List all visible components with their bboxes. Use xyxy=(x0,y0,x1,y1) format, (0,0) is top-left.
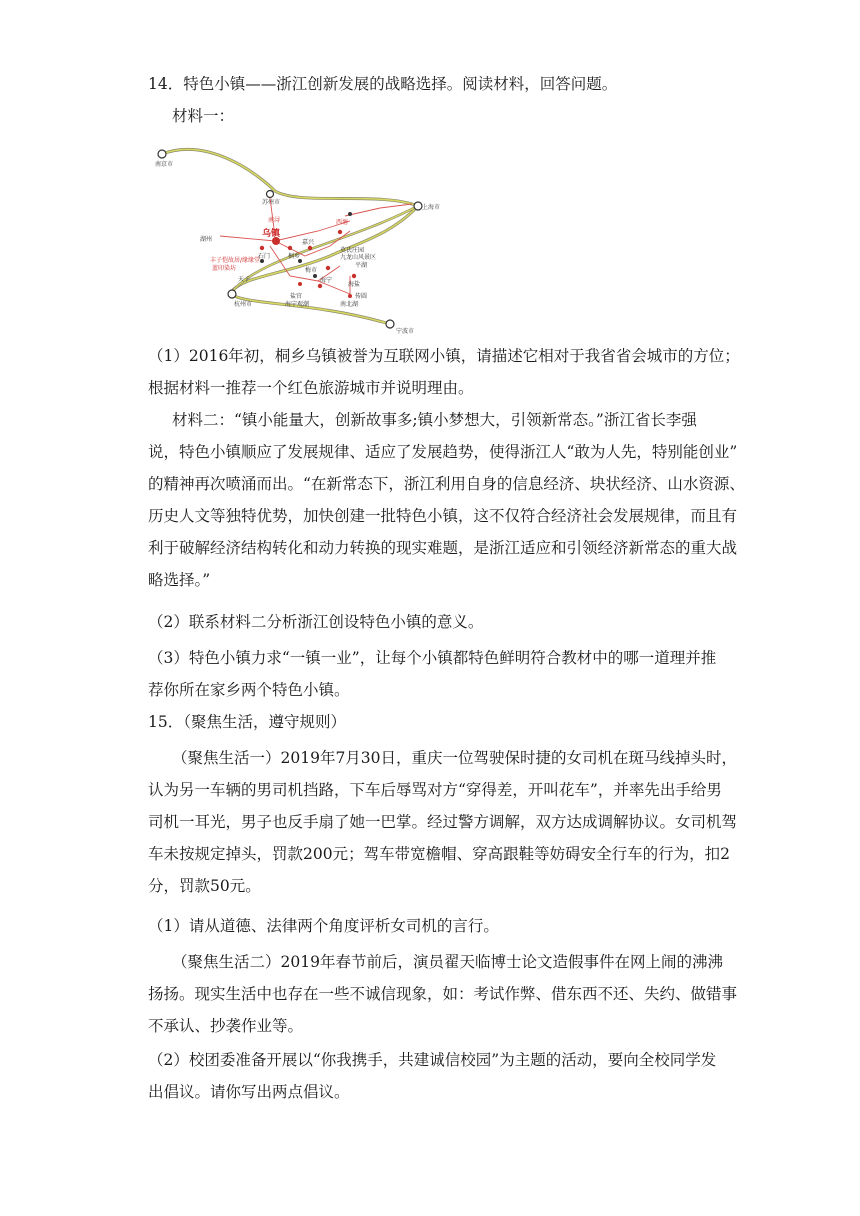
map-label-wuzhen: 乌镇 xyxy=(262,229,281,239)
map-label-nanjing: 南京市 xyxy=(155,161,174,168)
map-label-haining-tide: 海宁观潮 xyxy=(285,301,310,308)
q14-p3-line2: 荐你所在家乡两个特色小镇。 xyxy=(148,681,350,699)
map-label-ningbo: 宁波市 xyxy=(396,328,415,335)
map-label-huzhou: 湖州 xyxy=(200,236,213,243)
map-label-xitang: 西塘 xyxy=(336,219,349,226)
material2-line5: 利于破解经济结构转化和动力转换的现实难题，是浙江适应和引领经济新常态的重大战 xyxy=(148,539,738,557)
map-label-moshi: 莫氏庄园 xyxy=(340,247,365,254)
map-label-pinghu: 平湖 xyxy=(355,262,368,269)
q15-p1: （1）请从道德、法律两个角度评析女司机的言行。 xyxy=(148,917,499,935)
map-label-lanyin: 蓝印染坊 xyxy=(212,265,237,272)
life1-line1: （聚焦生活一）2019年7月30日，重庆一位驾驶保时捷的女司机在斑马线掉头时， xyxy=(172,749,738,767)
material2-line2: 说，特色小镇顺应了发展规律、适应了发展趋势，使得浙江人“敢为人先，特别能创业” xyxy=(148,443,738,461)
map-label-tianzi: 天子 xyxy=(238,276,251,283)
q14-p1-line2: 根据材料一推荐一个红色旅游城市并说明理由。 xyxy=(148,379,474,397)
q15-title: 15．（聚焦生活，遵守规则） xyxy=(148,713,346,731)
life1-line5: 分，罚款50元。 xyxy=(148,877,261,895)
map-label-nanxun: 南浔 xyxy=(268,217,281,224)
map-label-haiyan: 海盐 xyxy=(348,281,361,288)
material2-line1: 材料二：“镇小能量大，创新故事多;镇小梦想大，引领新常态。”浙江省长李强 xyxy=(172,411,697,429)
material2-line3: 的精神再次喷涌而出。“在新常态下，浙江利用自身的信息经济、块状经济、山水资源、 xyxy=(148,475,745,493)
map-label-jiulongshan: 九龙山风景区 xyxy=(340,254,377,261)
material1-label: 材料一： xyxy=(172,107,235,125)
map-label-meishi: 梅市 xyxy=(305,267,318,274)
zhejiang-tour-map xyxy=(150,136,450,336)
map-label-nanbeihu: 南北湖 xyxy=(340,301,359,308)
map-label-jiaxing: 嘉兴 xyxy=(302,239,315,246)
q14-p2: （2）联系材料二分析浙江创设特色小镇的意义。 xyxy=(148,613,484,631)
life2-line2: 扬扬。现实生活中也存在一些不诚信现象，如：考试作弊、借东西不还、失约、做错事 xyxy=(148,985,738,1003)
map-label-shimen: 石门 xyxy=(258,253,271,260)
map-label-tongxiang: 桐乡 xyxy=(288,253,301,260)
life1-line3: 司机一耳光，男子也反手扇了她一巴掌。经过警方调解，双方达成调解协议。女司机驾 xyxy=(148,813,738,831)
map-label-shanghai: 上海市 xyxy=(422,204,441,211)
map-label-chuanyuan: 传圆 xyxy=(355,293,368,300)
q15-p2-line1: （2）校团委准备开展以“你我携手，共建诚信校园”为主题的活动，要向全校同学发 xyxy=(148,1051,717,1069)
life1-line2: 认为另一车辆的男司机挡路，下车后辱骂对方“穿得差，开叫花车”，并率先出手给男 xyxy=(148,781,722,799)
map-label-yanguan: 盐官 xyxy=(290,293,303,300)
map-label-haining: 海宁 xyxy=(320,277,333,284)
life2-line3: 不承认、抄袭作业等。 xyxy=(148,1017,304,1035)
q14-title: 14．特色小镇——浙江创新发展的战略选择。阅读材料，回答问题。 xyxy=(148,75,618,93)
map-label-fengzikai: 丰子恺故居/缘缘堂 xyxy=(210,257,261,264)
material2-line6: 略选择。” xyxy=(148,571,211,589)
q14-p1-line1: （1）2016年初，桐乡乌镇被誉为互联网小镇，请描述它相对于我省省会城市的方位； xyxy=(148,347,740,365)
material2-line4: 历史人文等独特优势，加快创建一批特色小镇，这不仅符合经济社会发展规律，而且有 xyxy=(148,507,738,525)
life2-line1: （聚焦生活二）2019年春节前后，演员翟天临博士论文造假事件在网上闹的沸沸 xyxy=(172,953,723,971)
life1-line4: 车未按规定掉头，罚款200元；驾车带宽檐帽、穿高跟鞋等妨碍安全行车的行为，扣2 xyxy=(148,845,730,863)
map-label-hangzhou: 杭州市 xyxy=(234,301,253,308)
q15-p2-line2: 出倡议。请你写出两点倡议。 xyxy=(148,1083,350,1101)
map-label-suzhou: 苏州市 xyxy=(262,199,281,206)
q14-p3-line1: （3）特色小镇力求“一镇一业”，让每个小镇都特色鲜明符合教材中的哪一道理并推 xyxy=(148,649,717,667)
